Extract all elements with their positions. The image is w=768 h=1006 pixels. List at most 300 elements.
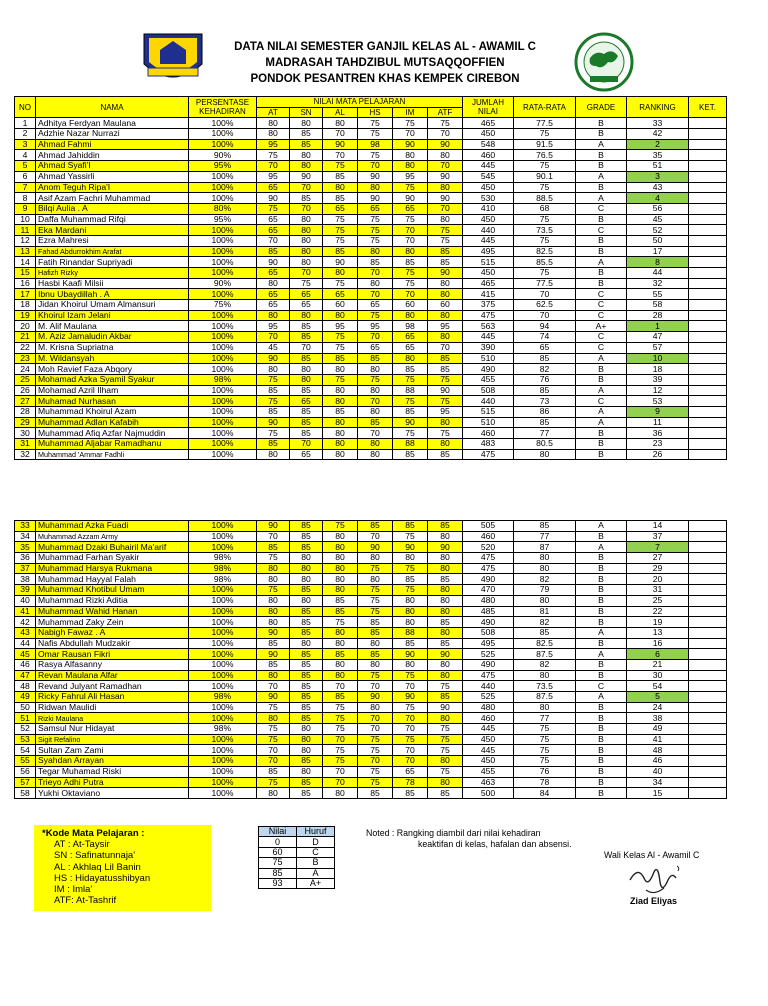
- cell-nama: Adzhie Nazar Nurrazi: [36, 129, 189, 140]
- cell-jumlah: 440: [463, 225, 514, 236]
- table-row: [15, 246, 727, 257]
- cell-sn: 80: [290, 150, 323, 161]
- wali-kelas-title: Wali Kelas Al - Awamil C: [604, 850, 700, 860]
- cell-im: 70: [393, 724, 428, 735]
- table-row: [15, 692, 727, 703]
- cell-im: 65: [393, 332, 428, 343]
- cell-al: 75: [323, 225, 358, 236]
- cell-grade: C: [576, 332, 627, 343]
- cell-rata: 88.5: [514, 193, 576, 204]
- cell-rata: 86: [514, 406, 576, 417]
- cell-hs: 75: [358, 734, 393, 745]
- cell-nama: M. Wildansyah: [36, 353, 189, 364]
- cell-hs: 80: [358, 439, 393, 450]
- table-row: [15, 161, 727, 172]
- cell-ket: [689, 332, 727, 343]
- cell-hs: 65: [358, 300, 393, 311]
- cell-sn: 85: [290, 627, 323, 638]
- cell-kehadiran: 98%: [189, 374, 257, 385]
- cell-grade: A: [576, 257, 627, 268]
- cell-grade: B: [576, 449, 627, 460]
- cell-ranking: 25: [627, 595, 689, 606]
- cell-jumlah: 455: [463, 766, 514, 777]
- cell-atf: 80: [428, 563, 463, 574]
- cell-at: 85: [257, 406, 290, 417]
- cell-sn: 85: [290, 406, 323, 417]
- cell-al: 60: [323, 300, 358, 311]
- cell-nama: M. Aziz Jamaludin Akbar: [36, 332, 189, 343]
- cell-kehadiran: 100%: [189, 364, 257, 375]
- cell-kehadiran: 100%: [189, 659, 257, 670]
- table-row: [15, 724, 727, 735]
- cell-nama: Muhammad Aljabar Ramadhanu: [36, 439, 189, 450]
- cell-at: 85: [257, 439, 290, 450]
- cell-ranking: 7: [627, 542, 689, 553]
- cell-grade: B: [576, 235, 627, 246]
- grade-scale-huruf: A: [297, 868, 335, 878]
- cell-im: 75: [393, 531, 428, 542]
- cell-rata: 85: [514, 627, 576, 638]
- cell-no: 38: [15, 574, 36, 585]
- cell-hs: 85: [358, 649, 393, 660]
- cell-at: 80: [257, 310, 290, 321]
- cell-jumlah: 460: [463, 713, 514, 724]
- cell-no: 29: [15, 417, 36, 428]
- cell-jumlah: 510: [463, 417, 514, 428]
- cell-im: 65: [393, 203, 428, 214]
- cell-rata: 79: [514, 585, 576, 596]
- cell-ket: [689, 649, 727, 660]
- cell-hs: 70: [358, 268, 393, 279]
- cell-ket: [689, 745, 727, 756]
- cell-al: 75: [323, 161, 358, 172]
- cell-rata: 80: [514, 563, 576, 574]
- cell-no: 46: [15, 659, 36, 670]
- cell-nama: Revand Julyant Ramadhan: [36, 681, 189, 692]
- table-row: [15, 617, 727, 628]
- cell-al: 85: [323, 171, 358, 182]
- cell-at: 65: [257, 182, 290, 193]
- col-kehadiran: [189, 97, 257, 118]
- cell-hs: 70: [358, 713, 393, 724]
- cell-ket: [689, 734, 727, 745]
- cell-at: 65: [257, 225, 290, 236]
- cell-al: 80: [323, 310, 358, 321]
- cell-im: 70: [393, 289, 428, 300]
- cell-at: 70: [257, 332, 290, 343]
- title-line-1: DATA NILAI SEMESTER GANJIL KELAS AL - AWAMIL C: [234, 41, 536, 53]
- cell-ket: [689, 553, 727, 564]
- cell-grade: A: [576, 417, 627, 428]
- cell-rata: 76: [514, 766, 576, 777]
- cell-grade: B: [576, 670, 627, 681]
- cell-grade: B: [576, 595, 627, 606]
- pesantren-logo: [574, 32, 634, 92]
- cell-grade: B: [576, 246, 627, 257]
- cell-sn: 80: [290, 246, 323, 257]
- cell-im: 90: [393, 649, 428, 660]
- cell-al: 75: [323, 332, 358, 343]
- cell-rata: 77: [514, 428, 576, 439]
- cell-im: 80: [393, 659, 428, 670]
- cell-nama: Muhammad Zaky Zein: [36, 617, 189, 628]
- cell-ket: [689, 300, 727, 311]
- cell-im: 75: [393, 396, 428, 407]
- note-line-1: Noted : Rangking diambil dari nilai kehadiran: [366, 828, 541, 838]
- cell-im: 85: [393, 574, 428, 585]
- table-row: [15, 563, 727, 574]
- cell-ket: [689, 150, 727, 161]
- cell-rata: 85: [514, 385, 576, 396]
- cell-no: 44: [15, 638, 36, 649]
- cell-jumlah: 475: [463, 553, 514, 564]
- cell-hs: 75: [358, 129, 393, 140]
- cell-ranking: 8: [627, 257, 689, 268]
- table-row: [15, 374, 727, 385]
- cell-grade: A: [576, 406, 627, 417]
- cell-ket: [689, 406, 727, 417]
- cell-sn: 85: [290, 788, 323, 799]
- cell-atf: 90: [428, 702, 463, 713]
- cell-ket: [689, 702, 727, 713]
- cell-kehadiran: 100%: [189, 118, 257, 129]
- cell-ranking: 39: [627, 374, 689, 385]
- cell-nama: Nabigh Fawaz . A: [36, 627, 189, 638]
- cell-atf: 70: [428, 342, 463, 353]
- cell-jumlah: 450: [463, 129, 514, 140]
- cell-no: 13: [15, 246, 36, 257]
- cell-atf: 85: [428, 257, 463, 268]
- cell-at: 65: [257, 214, 290, 225]
- legend-item: AL : Akhlaq Lil Banin: [54, 861, 141, 873]
- cell-ket: [689, 595, 727, 606]
- cell-atf: 80: [428, 332, 463, 343]
- cell-no: 35: [15, 542, 36, 553]
- cell-kehadiran: 100%: [189, 439, 257, 450]
- cell-at: 80: [257, 118, 290, 129]
- cell-al: 80: [323, 585, 358, 596]
- cell-jumlah: 440: [463, 681, 514, 692]
- table-row: [15, 257, 727, 268]
- cell-rata: 68: [514, 203, 576, 214]
- cell-rata: 77.5: [514, 278, 576, 289]
- cell-al: 95: [323, 321, 358, 332]
- cell-nama: Muhammad Rizki Aditia: [36, 595, 189, 606]
- cell-ranking: 48: [627, 745, 689, 756]
- cell-no: 34: [15, 531, 36, 542]
- cell-al: 80: [323, 396, 358, 407]
- cell-nama: Muhammad Afiq Azfar Najmuddin: [36, 428, 189, 439]
- cell-atf: 80: [428, 713, 463, 724]
- cell-ranking: 3: [627, 171, 689, 182]
- cell-im: 75: [393, 428, 428, 439]
- cell-no: 36: [15, 553, 36, 564]
- cell-kehadiran: 100%: [189, 777, 257, 788]
- cell-no: 8: [15, 193, 36, 204]
- legend-item: IM : Imla': [54, 884, 93, 896]
- cell-kehadiran: 100%: [189, 342, 257, 353]
- cell-atf: 95: [428, 406, 463, 417]
- cell-at: 95: [257, 171, 290, 182]
- cell-jumlah: 515: [463, 257, 514, 268]
- cell-ranking: 13: [627, 627, 689, 638]
- cell-sn: 80: [290, 724, 323, 735]
- cell-atf: 80: [428, 439, 463, 450]
- cell-atf: 85: [428, 638, 463, 649]
- cell-hs: 85: [358, 521, 393, 532]
- table-row: [15, 289, 727, 300]
- cell-no: 17: [15, 289, 36, 300]
- cell-grade: C: [576, 289, 627, 300]
- cell-atf: 80: [428, 670, 463, 681]
- cell-at: 80: [257, 595, 290, 606]
- cell-nama: Samsul Nur Hidayat: [36, 724, 189, 735]
- cell-rata: 77.5: [514, 118, 576, 129]
- cell-nama: Ridwan Maulidi: [36, 702, 189, 713]
- cell-kehadiran: 100%: [189, 129, 257, 140]
- cell-at: 95: [257, 321, 290, 332]
- cell-ket: [689, 214, 727, 225]
- cell-al: 65: [323, 203, 358, 214]
- cell-kehadiran: 100%: [189, 681, 257, 692]
- cell-im: 75: [393, 670, 428, 681]
- cell-jumlah: 563: [463, 321, 514, 332]
- cell-jumlah: 445: [463, 724, 514, 735]
- col-ket: KET.: [689, 97, 727, 118]
- cell-im: 80: [393, 595, 428, 606]
- cell-sn: 80: [290, 638, 323, 649]
- cell-sn: 85: [290, 542, 323, 553]
- cell-sn: 85: [290, 606, 323, 617]
- cell-no: 56: [15, 766, 36, 777]
- cell-ranking: 4: [627, 193, 689, 204]
- cell-kehadiran: 100%: [189, 321, 257, 332]
- cell-atf: 75: [428, 374, 463, 385]
- cell-no: 7: [15, 182, 36, 193]
- table-row: [15, 638, 727, 649]
- cell-al: 70: [323, 766, 358, 777]
- cell-no: 22: [15, 342, 36, 353]
- cell-ket: [689, 542, 727, 553]
- cell-ranking: 46: [627, 756, 689, 767]
- cell-ket: [689, 670, 727, 681]
- cell-ket: [689, 585, 727, 596]
- cell-atf: 80: [428, 756, 463, 767]
- cell-grade: B: [576, 585, 627, 596]
- cell-al: 80: [323, 364, 358, 375]
- cell-grade: B: [576, 702, 627, 713]
- cell-nama: Jidan Khoirul Umam Almansuri: [36, 300, 189, 311]
- cell-hs: 70: [358, 756, 393, 767]
- table-row: [15, 235, 727, 246]
- cell-at: 90: [257, 649, 290, 660]
- cell-atf: 80: [428, 150, 463, 161]
- cell-at: 80: [257, 713, 290, 724]
- cell-hs: 80: [358, 406, 393, 417]
- cell-atf: 80: [428, 553, 463, 564]
- cell-al: 75: [323, 278, 358, 289]
- cell-no: 55: [15, 756, 36, 767]
- col-al: AL: [323, 107, 358, 118]
- cell-im: 88: [393, 439, 428, 450]
- cell-atf: 85: [428, 353, 463, 364]
- cell-kehadiran: 100%: [189, 627, 257, 638]
- cell-ranking: 44: [627, 268, 689, 279]
- cell-rata: 82.5: [514, 638, 576, 649]
- cell-atf: 90: [428, 385, 463, 396]
- cell-rata: 80: [514, 670, 576, 681]
- cell-im: 75: [393, 563, 428, 574]
- cell-kehadiran: 90%: [189, 150, 257, 161]
- cell-hs: 85: [358, 617, 393, 628]
- cell-jumlah: 475: [463, 449, 514, 460]
- grade-scale-nilai: 85: [259, 868, 297, 878]
- cell-kehadiran: 100%: [189, 788, 257, 799]
- grade-scale-huruf: B: [297, 858, 335, 868]
- cell-ket: [689, 439, 727, 450]
- cell-atf: 80: [428, 182, 463, 193]
- table-row: [15, 649, 727, 660]
- cell-ranking: 28: [627, 310, 689, 321]
- cell-atf: 80: [428, 777, 463, 788]
- table-row: [15, 268, 727, 279]
- cell-ranking: 30: [627, 670, 689, 681]
- cell-atf: 80: [428, 627, 463, 638]
- cell-kehadiran: 95%: [189, 214, 257, 225]
- cell-al: 75: [323, 745, 358, 756]
- cell-ket: [689, 627, 727, 638]
- cell-grade: C: [576, 310, 627, 321]
- grade-scale-nilai: 60: [259, 847, 297, 857]
- cell-rata: 73: [514, 396, 576, 407]
- cell-kehadiran: 100%: [189, 595, 257, 606]
- cell-nama: Muhammad Khotibul Umam: [36, 585, 189, 596]
- grades-table-part-2: [14, 520, 727, 799]
- cell-atf: 80: [428, 606, 463, 617]
- table-row: [15, 193, 727, 204]
- cell-no: 20: [15, 321, 36, 332]
- cell-jumlah: 450: [463, 756, 514, 767]
- cell-jumlah: 450: [463, 182, 514, 193]
- cell-sn: 85: [290, 670, 323, 681]
- cell-hs: 80: [358, 659, 393, 670]
- cell-al: 65: [323, 289, 358, 300]
- table-row: [15, 353, 727, 364]
- cell-atf: 90: [428, 193, 463, 204]
- cell-no: 31: [15, 439, 36, 450]
- cell-no: 18: [15, 300, 36, 311]
- cell-nama: Khoirul Izam Jelani: [36, 310, 189, 321]
- cell-grade: B: [576, 659, 627, 670]
- cell-hs: 80: [358, 278, 393, 289]
- cell-nama: Muhamad Nurhasan: [36, 396, 189, 407]
- table-row: [15, 745, 727, 756]
- table-row: [15, 417, 727, 428]
- cell-grade: B: [576, 617, 627, 628]
- cell-hs: 75: [358, 777, 393, 788]
- cell-atf: 95: [428, 321, 463, 332]
- cell-at: 90: [257, 692, 290, 703]
- cell-ket: [689, 268, 727, 279]
- cell-at: 65: [257, 268, 290, 279]
- cell-sn: 85: [290, 321, 323, 332]
- cell-ranking: 57: [627, 342, 689, 353]
- cell-rata: 75: [514, 161, 576, 172]
- cell-im: 70: [393, 225, 428, 236]
- cell-jumlah: 508: [463, 627, 514, 638]
- cell-im: 80: [393, 553, 428, 564]
- cell-ket: [689, 724, 727, 735]
- cell-ranking: 17: [627, 246, 689, 257]
- table-row: [15, 766, 727, 777]
- cell-kehadiran: 95%: [189, 161, 257, 172]
- cell-no: 6: [15, 171, 36, 182]
- cell-at: 75: [257, 777, 290, 788]
- cell-al: 90: [323, 257, 358, 268]
- cell-at: 75: [257, 150, 290, 161]
- cell-grade: A: [576, 353, 627, 364]
- cell-at: 70: [257, 161, 290, 172]
- table-row: [15, 214, 727, 225]
- cell-grade: B: [576, 531, 627, 542]
- cell-hs: 85: [358, 353, 393, 364]
- cell-hs: 75: [358, 670, 393, 681]
- cell-sn: 85: [290, 332, 323, 343]
- cell-kehadiran: 98%: [189, 574, 257, 585]
- cell-jumlah: 450: [463, 268, 514, 279]
- cell-kehadiran: 100%: [189, 756, 257, 767]
- table-row: [15, 734, 727, 745]
- cell-ranking: 16: [627, 638, 689, 649]
- cell-no: 24: [15, 364, 36, 375]
- table-row: [15, 342, 727, 353]
- cell-no: 4: [15, 150, 36, 161]
- cell-no: 40: [15, 595, 36, 606]
- cell-al: 80: [323, 574, 358, 585]
- cell-jumlah: 525: [463, 692, 514, 703]
- table-row: [15, 681, 727, 692]
- cell-ket: [689, 692, 727, 703]
- cell-ranking: 15: [627, 788, 689, 799]
- cell-no: 23: [15, 353, 36, 364]
- cell-hs: 85: [358, 627, 393, 638]
- cell-grade: C: [576, 225, 627, 236]
- cell-al: 85: [323, 406, 358, 417]
- cell-grade: B: [576, 574, 627, 585]
- cell-kehadiran: 100%: [189, 182, 257, 193]
- cell-at: 45: [257, 342, 290, 353]
- cell-jumlah: 475: [463, 310, 514, 321]
- cell-nama: Hafizh Rizky: [36, 268, 189, 279]
- cell-im: 65: [393, 342, 428, 353]
- cell-atf: 75: [428, 118, 463, 129]
- cell-jumlah: 515: [463, 406, 514, 417]
- cell-ket: [689, 225, 727, 236]
- cell-grade: C: [576, 342, 627, 353]
- cell-at: 65: [257, 300, 290, 311]
- cell-atf: 70: [428, 129, 463, 140]
- cell-jumlah: 460: [463, 428, 514, 439]
- cell-jumlah: 495: [463, 638, 514, 649]
- cell-grade: B: [576, 439, 627, 450]
- cell-kehadiran: 100%: [189, 417, 257, 428]
- cell-nama: Nafis Abdullah Mudzakir: [36, 638, 189, 649]
- cell-ranking: 19: [627, 617, 689, 628]
- cell-ket: [689, 396, 727, 407]
- cell-atf: 75: [428, 428, 463, 439]
- cell-hs: 75: [358, 766, 393, 777]
- cell-kehadiran: 100%: [189, 531, 257, 542]
